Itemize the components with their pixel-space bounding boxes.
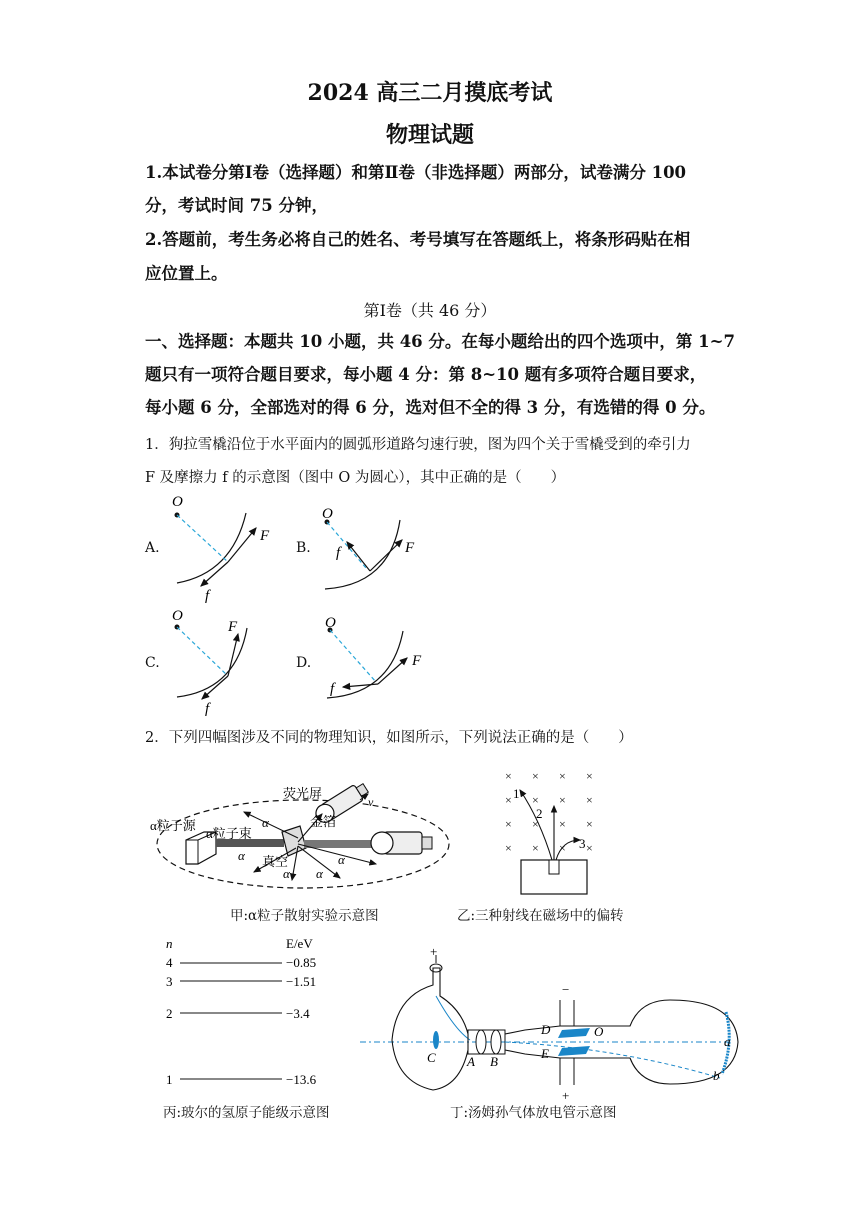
svg-text:α: α <box>262 815 269 830</box>
svg-text:F: F <box>228 619 238 635</box>
q1-stem-line1: 1．狗拉雪橇沿位于水平面内的圆弧形道路匀速行驶，图为四个关于雪橇受到的牵引力 <box>145 437 691 453</box>
svg-text:D: D <box>541 1022 551 1037</box>
svg-text:B: B <box>490 1054 498 1069</box>
section-title: 第Ⅰ卷（共 46 分） <box>363 301 497 320</box>
svg-text:α: α <box>316 866 323 881</box>
figure-alpha-scattering <box>150 780 449 888</box>
svg-text:b: b <box>713 1068 720 1083</box>
svg-text:f: f <box>330 681 335 697</box>
svg-text:v: v <box>368 795 374 809</box>
q1-option-a-label[interactable]: A. <box>145 540 160 556</box>
field-cross: × <box>532 769 539 783</box>
svg-text:−13.6: −13.6 <box>286 1072 317 1087</box>
svg-text:E: E <box>541 1046 549 1061</box>
ray-2-label: 2 <box>536 806 543 821</box>
instruction-1a: 1.本试卷分第Ⅰ卷（选择题）和第Ⅱ卷（非选择题）两部分，试卷满分 100 <box>145 163 687 182</box>
field-cross: × <box>586 793 593 807</box>
svg-text:4: 4 <box>166 955 173 970</box>
svg-text:−3.4: −3.4 <box>286 1006 310 1021</box>
svg-text:1: 1 <box>166 1072 173 1087</box>
q1-figure-a <box>172 494 270 604</box>
traction-f-label: F <box>260 528 270 544</box>
svg-text:A: A <box>467 1054 475 1069</box>
field-cross: × <box>559 793 566 807</box>
label-screen: 荧光屏 <box>283 786 323 801</box>
svg-text:a: a <box>724 1034 731 1049</box>
q1-option-d-label[interactable]: D. <box>296 655 312 671</box>
svg-text:C: C <box>427 1050 436 1065</box>
svg-text:α: α <box>283 866 290 881</box>
caption-thomson-tube: 丁:汤姆孙气体放电管示意图 <box>450 1105 617 1121</box>
exam-subtitle: 物理试题 <box>385 122 474 148</box>
label-source: α粒子源 <box>150 818 196 833</box>
field-cross: × <box>559 841 566 855</box>
field-cross: × <box>559 769 566 783</box>
svg-text:3: 3 <box>166 974 173 989</box>
figure-energy-levels <box>166 936 317 1087</box>
q1-option-c-label[interactable]: C. <box>145 655 160 671</box>
svg-text:f: f <box>205 701 210 717</box>
svg-text:F: F <box>412 653 422 669</box>
svg-text:−: − <box>562 982 570 997</box>
svg-text:F: F <box>405 540 415 556</box>
instruction-2b: 应位置上。 <box>145 264 228 283</box>
svg-text:−1.51: −1.51 <box>286 974 317 989</box>
n-axis-label: n <box>166 936 173 951</box>
field-cross: × <box>532 841 539 855</box>
section-desc-2: 题只有一项符合题目要求，每小题 4 分：第 8~10 题有多项符合题目要求， <box>145 365 707 384</box>
svg-text:O: O <box>322 506 333 522</box>
field-cross: × <box>532 793 539 807</box>
ray-3-label: 3 <box>579 836 586 851</box>
q1-option-b-label[interactable]: B. <box>296 540 311 556</box>
q1-figure-b <box>322 506 415 589</box>
exam-title: 2024 高三二月摸底考试 <box>307 80 553 106</box>
q1-stem-line2: F 及摩擦力 f 的示意图（图中 O 为圆心），其中正确的是（ ） <box>145 470 566 486</box>
svg-text:+: + <box>430 944 438 959</box>
svg-text:α: α <box>338 852 345 867</box>
field-cross: × <box>586 841 593 855</box>
svg-text:f: f <box>336 545 341 561</box>
caption-energy-levels: 丙:玻尔的氢原子能级示意图 <box>163 1105 330 1121</box>
caption-rays-magnetic: 乙:三种射线在磁场中的偏转 <box>457 908 624 924</box>
q1-figure-d <box>325 615 422 698</box>
center-o-label: O <box>172 494 183 510</box>
field-cross: × <box>532 817 539 831</box>
e-axis-label: E/eV <box>286 936 313 951</box>
q2-stem: 2．下列四幅图涉及不同的物理知识，如图所示，下列说法正确的是（ ） <box>145 730 633 746</box>
svg-text:O: O <box>594 1024 604 1039</box>
label-foil: 金箔 <box>310 814 337 829</box>
field-cross: × <box>505 817 512 831</box>
svg-text:α: α <box>238 848 245 863</box>
field-cross: × <box>586 769 593 783</box>
field-cross: × <box>505 841 512 855</box>
label-beam: α粒子束 <box>206 826 252 841</box>
label-vacuum: 真空 <box>262 854 289 869</box>
section-desc-3: 每小题 6 分，全部选对的得 6 分，选对但不全的得 3 分，有选错的得 0 分。 <box>145 398 716 417</box>
field-cross: × <box>559 817 566 831</box>
field-cross: × <box>505 793 512 807</box>
instruction-1b: 分，考试时间 75 分钟， <box>145 196 328 215</box>
caption-alpha-scattering: 甲:α粒子散射实验示意图 <box>230 908 379 924</box>
svg-text:2: 2 <box>166 1006 173 1021</box>
instruction-2a: 2.答题前，考生务必将自己的姓名、考号填写在答题纸上，将条形码贴在相 <box>145 230 691 249</box>
figure-thomson-tube <box>360 944 738 1103</box>
field-cross: × <box>505 769 512 783</box>
svg-text:+: + <box>562 1088 570 1103</box>
svg-text:−0.85: −0.85 <box>286 955 317 970</box>
q1-figure-c <box>172 608 247 717</box>
svg-text:O: O <box>172 608 183 624</box>
friction-f-label: f <box>205 588 210 604</box>
section-desc-1: 一、选择题：本题共 10 小题，共 46 分。在每小题给出的四个选项中，第 1~7 <box>145 332 735 351</box>
ray-1-label: 1 <box>513 786 520 801</box>
field-cross: × <box>586 817 593 831</box>
svg-text:O: O <box>325 615 336 631</box>
